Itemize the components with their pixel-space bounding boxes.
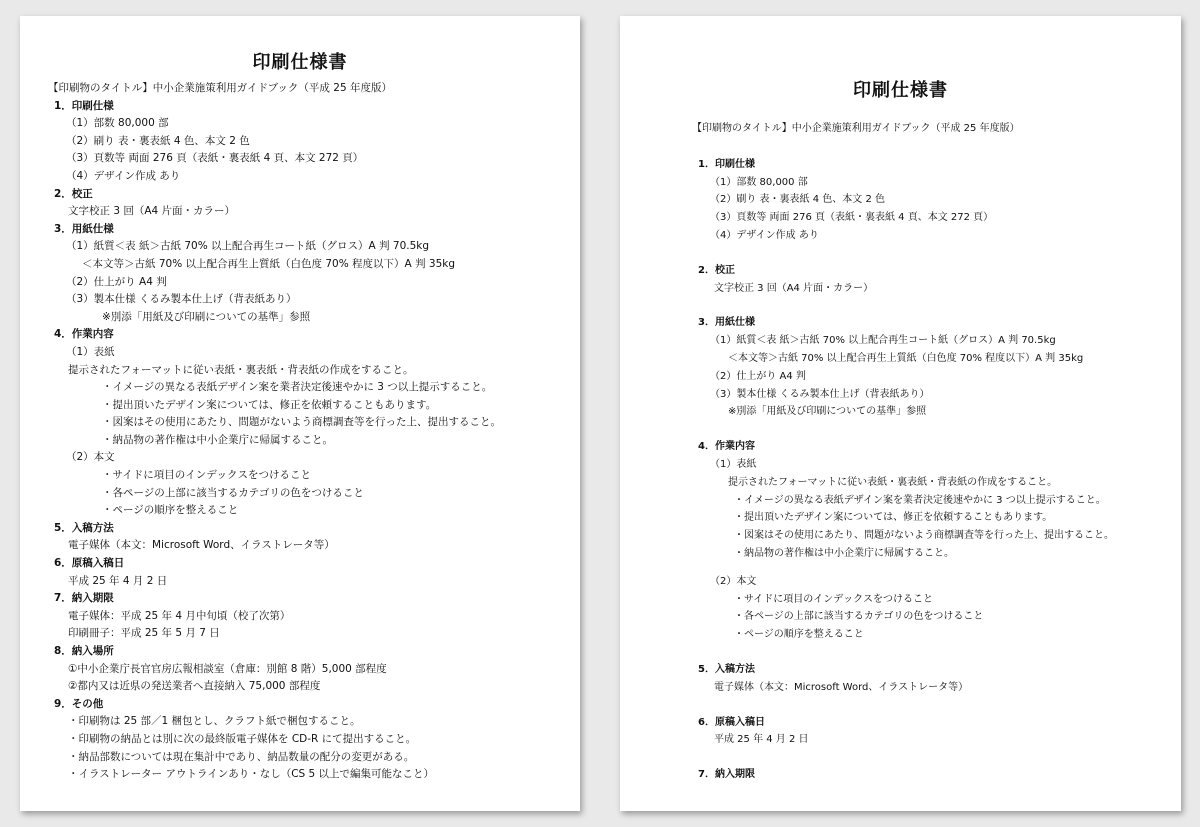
text-line: ・サイドに項目のインデックスをつけること [102,469,311,482]
text-line: ・納品物の著作権は中小企業庁に帰属すること。 [102,433,333,446]
document-body [620,120,1181,801]
text-line: ・イメージの異なる表紙デザイン案を業者決定後速やかに 3 つ以上提示すること。 [102,381,493,394]
text-line: ※別添「用紙及び印刷についての基準」参照 [102,310,311,323]
text-line: （1）表紙 [710,458,757,470]
text-line: ・印刷物の納品とは別に次の最終版電子媒体を CD-R にて提出すること。 [68,732,417,745]
text-line: ・サイドに項目のインデックスをつけること [734,593,933,605]
text-line: ・納品物の著作権は中小企業庁に帰属すること。 [734,547,954,559]
section-heading: 7．納入期限 [54,592,114,605]
text-line: （1）部数 80,000 部 [710,176,808,188]
text-line: 電子媒体：平成 25 年 4 月中旬頃（校了次第） [68,609,291,622]
section-heading: 9．その他 [54,697,104,710]
text-line: ・ページの順序を整えること [102,504,239,517]
section [20,520,580,555]
text-line: ・納品部数については現在集計中であり、納品数量の配分の変更がある。 [68,750,415,763]
text-line: （3）頁数等 両面 276 頁（表紙・裏表紙 4 頁、本文 272 頁） [66,152,364,165]
document-subtitle: 【印刷物のタイトル】中小企業施策利用ガイドブック（平成 25 年度版） [48,82,392,94]
section-heading: 2．校正 [698,264,735,276]
text-line: （1）部数 80,000 部 [66,117,169,130]
text-line: 平成 25 年 4 月 2 日 [68,574,168,587]
section [20,326,580,520]
text-line: 電子媒体（本文：Microsoft Word、イラストレータ等） [714,681,969,693]
text-line: （1）表紙 [66,345,115,358]
section-heading: 1．印刷仕様 [698,158,755,170]
section-heading: 6．原稿入稿日 [698,716,765,728]
text-line: （3）製本仕様 くるみ製本仕上げ（背表紙あり） [66,293,297,306]
spacer [620,563,1181,573]
text-line: ・ページの順序を整えること [734,629,864,641]
text-line: （3）製本仕様 くるみ製本仕上げ（背表紙あり） [710,388,930,400]
document-page-left [20,16,580,811]
section-heading: 1．印刷仕様 [54,99,114,112]
section-heading: 7．納入期限 [698,769,755,781]
text-line: （3）頁数等 両面 276 頁（表紙・裏表紙 4 頁、本文 272 頁） [710,212,994,224]
text-line: 印刷冊子：平成 25 年 5 月 7 日 [68,627,220,640]
text-line: ・各ページの上部に該当するカテゴリの色をつけること [102,486,364,499]
text-line: ・各ページの上部に該当するカテゴリの色をつけること [734,611,984,623]
text-line: （1）紙質＜表 紙＞古紙 70% 以上配合再生コート紙（グロス）A 判 70.5kg [66,240,430,253]
section-heading: 5．入稿方法 [698,663,755,675]
text-line: ※別添「用紙及び印刷についての基準」参照 [728,406,927,418]
text-line: （2）仕上がり A4 判 [710,370,806,382]
text-line: 提示されたフォーマットに従い表紙・裏表紙・背表紙の作成をすること。 [68,363,414,376]
section [620,438,1181,644]
section [20,98,580,186]
text-line: （4）デザイン作成 あり [66,169,181,182]
section-heading: 6．原稿入稿日 [54,557,125,570]
text-line: （2）本文 [710,575,757,587]
text-line: ・図案はその使用にあたり、問題がないよう商標調査等を行った上、提出すること。 [102,416,501,429]
section [620,766,1181,784]
text-line: 文字校正 3 回（A4 片面・カラー） [68,205,236,218]
text-line: ・印刷物は 25 部／1 梱包とし、クラフト紙で梱包すること。 [68,715,361,728]
section [20,186,580,221]
text-line: 平成 25 年 4 月 2 日 [714,734,809,746]
document-body [20,80,580,784]
text-line: （2）刷り 表・裏表紙 4 色、本文 2 色 [710,194,885,206]
section [20,555,580,590]
text-line: ①中小企業庁長官官房広報相談室（倉庫：別館 8 階）5,000 部程度 [68,662,387,675]
text-line: ・イラストレーター アウトラインあり・なし（CS 5 以上で編集可能なこと） [68,768,435,781]
text-line: 文字校正 3 回（A4 片面・カラー） [714,282,874,294]
section [20,696,580,784]
section-heading: 3．用紙仕様 [698,317,755,329]
document-subtitle: 【印刷物のタイトル】中小企業施策利用ガイドブック（平成 25 年度版） [692,123,1020,134]
section-heading: 5．入稿方法 [54,521,114,534]
text-line: ＜本文等＞古紙 70% 以上配合再生上質紙（白色度 70% 程度以下）A 判 35kg [728,352,1084,364]
text-line: ・図案はその使用にあたり、問題がないよう商標調査等を行った上、提出すること。 [734,530,1114,542]
section-heading: 2．校正 [54,187,93,200]
section [620,314,1181,421]
section [20,590,580,643]
text-line: ・提出頂いたデザイン案については、修正を依頼することもあります。 [734,512,1053,524]
text-line: （2）本文 [66,451,115,464]
section-heading: 4．作業内容 [698,441,755,453]
document-page-right [620,16,1181,811]
text-line: ＜本文等＞古紙 70% 以上配合再生上質紙（白色度 70% 程度以下）A 判 35kg [82,257,455,270]
section [620,714,1181,750]
text-line: （1）紙質＜表 紙＞古紙 70% 以上配合再生コート紙（グロス）A 判 70.5kg [710,335,1056,347]
page-title: 印刷仕様書 [252,52,348,73]
text-line: （2）刷り 表・裏表紙 4 色、本文 2 色 [66,134,250,147]
section-list [20,98,580,784]
text-line: 提示されたフォーマットに従い表紙・裏表紙・背表紙の作成をすること。 [728,476,1058,488]
page-title: 印刷仕様書 [853,80,948,101]
text-line: （4）デザイン作成 あり [710,229,819,241]
section-heading: 8．納入場所 [54,645,114,657]
text-line: ・提出頂いたデザイン案については、修正を依頼することもあります。 [102,398,437,411]
section [20,221,580,327]
text-line: ②都内又は近県の発送業者へ直接納入 75,000 部程度 [68,680,321,693]
section-list [620,156,1181,784]
section [620,661,1181,697]
section [20,643,580,696]
section-heading: 4．作業内容 [54,328,114,341]
text-line: 電子媒体（本文：Microsoft Word、イラストレータ等） [68,539,335,552]
section-heading: 3．用紙仕様 [54,222,114,235]
section [620,156,1181,245]
text-line: ・イメージの異なる表紙デザイン案を業者決定後速やかに 3 つ以上提示すること。 [734,494,1106,506]
text-line: （2）仕上がり A4 判 [66,275,167,288]
section [620,262,1181,298]
